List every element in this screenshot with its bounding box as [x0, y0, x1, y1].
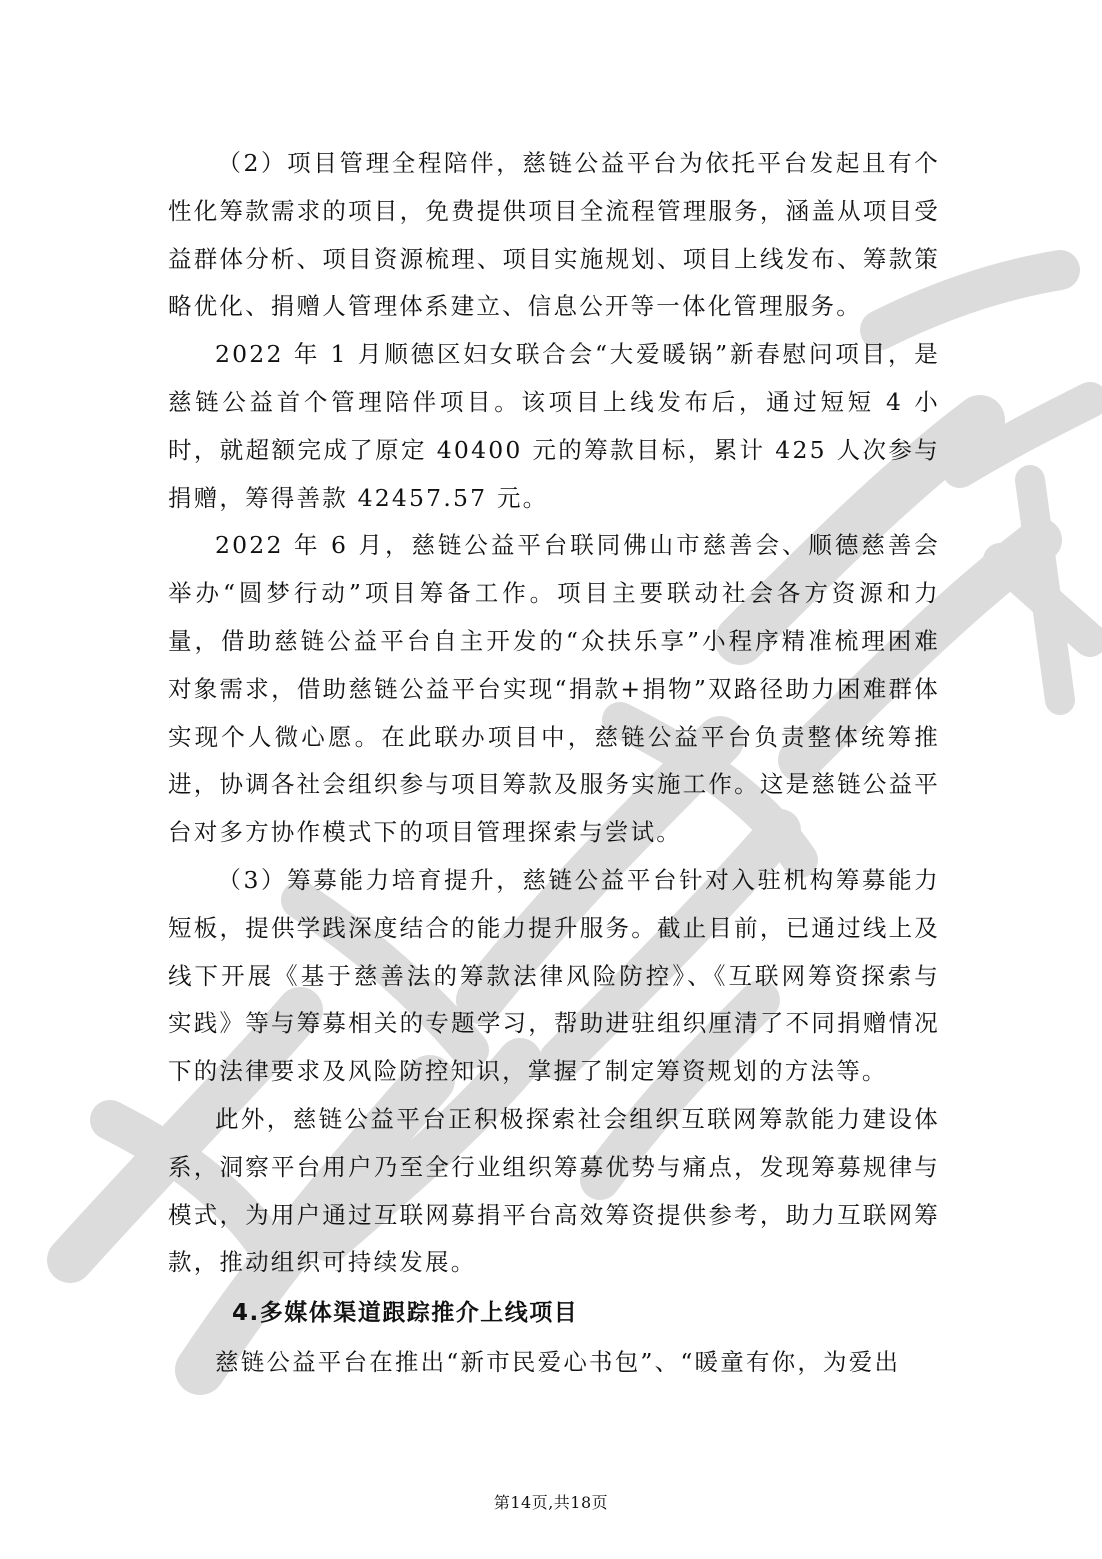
paragraph-additionally: 此外，慈链公益平台正积极探索社会组织互联网筹款能力建设体系，洞察平台用户乃至全行业组织筹募优势与痛点，发现筹募规律与模式，为用户通过互联网募捐平台高效筹资提供参考，助力互联网筹款，推动组织可持续发展。	[168, 1104, 940, 1277]
paragraph-june-project: 2022 年 6 月，慈链公益平台联同佛山市慈善会、顺德慈善会举办“圆梦行动”项目筹备工作。项目主要联动社会各方资源和力量，借助慈链公益平台自主开发的“众扶乐享”小程序精准梳理困难对象需求，借助慈链公益平台实现“捐款+捐物”双路径助力困难群体实现个人微心愿。在此联办项目中，慈链公益平台负责整体统筹推进，协调各社会组织参与项目筹款及服务实施工作。这是慈链公益平台对多方协作模式下的项目管理探索与尝试。	[168, 531, 940, 847]
paragraph-project-management: （2）项目管理全程陪伴，慈链公益平台为依托平台发起且有个性化筹款需求的项目，免费提供项目全流程管理服务，涵盖从项目受益群体分析、项目资源梳理、项目实施规划、项目上线发布、筹款策略优化、捐赠人管理体系建立、信息公开等一体化管理服务。	[168, 149, 940, 321]
paragraph-fundraising-capacity: （3）筹募能力培育提升，慈链公益平台针对入驻机构筹募能力短板，提供学践深度结合的能力提升服务。截止目前，已通过线上及线下开展《基于慈善法的筹款法律风险防控》、《互联网筹资探索与实践》等与筹募相关的专题学习，帮助进驻组织厘清了不同捐赠情况下的法律要求及风险防控知识，掌握了制定筹资规划的方法等。	[168, 865, 940, 1086]
paragraph-january-project: 2022 年 1 月顺德区妇女联合会“大爱暖锅”新春慰问项目，是慈链公益首个管理陪伴项目。该项目上线发布后，通过短短 4 小时，就超额完成了原定 40400 元的筹款目标，累计 425 人次参与捐赠，筹得善款 42457.57 元。	[168, 340, 940, 512]
section-heading: 4.多媒体渠道跟踪推介上线项目	[232, 1300, 579, 1327]
document-body	[168, 140, 940, 1387]
paragraph-last: 慈链公益平台在推出“新市民爱心书包”、“暖童有你，为爱出	[215, 1348, 901, 1377]
page-footer: 第14页,共18页	[493, 1493, 609, 1512]
